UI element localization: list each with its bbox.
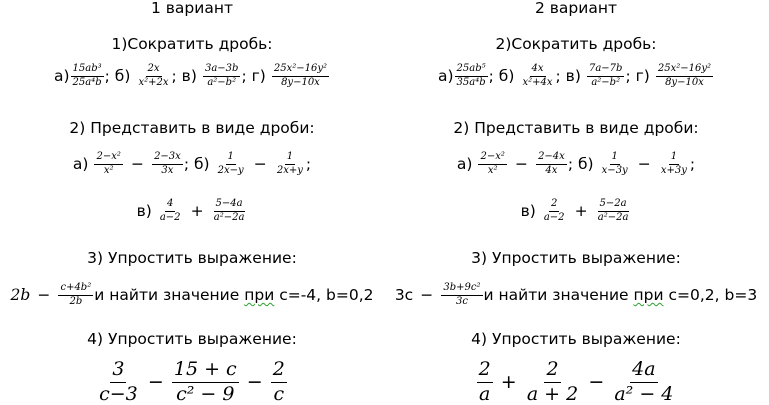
separator: ; б) bbox=[104, 67, 131, 85]
numerator: 15 + c bbox=[172, 360, 239, 383]
item-label-a: а) bbox=[456, 155, 473, 173]
denominator: 35a⁴b bbox=[456, 76, 486, 88]
denominator: 3c bbox=[455, 295, 468, 307]
denominator: 8y−10x bbox=[665, 76, 704, 88]
numerator: 4a bbox=[630, 360, 657, 383]
separator: ; bbox=[305, 155, 312, 173]
condition-text: и найти значение bbox=[483, 286, 634, 304]
task-2-expressions-ab bbox=[0, 152, 384, 176]
numerator: 2−x² bbox=[94, 152, 122, 165]
fraction bbox=[477, 360, 493, 405]
fraction bbox=[158, 199, 183, 223]
separator: ; б) bbox=[567, 155, 594, 173]
fraction bbox=[58, 283, 93, 307]
item-label-v: в) bbox=[520, 202, 536, 220]
fraction bbox=[272, 64, 329, 88]
task-4-heading: 4) Упростить выражение: bbox=[471, 330, 681, 348]
fraction bbox=[271, 360, 287, 405]
numerator: 1 bbox=[610, 152, 620, 165]
numerator: 2 bbox=[549, 199, 559, 212]
fraction bbox=[656, 64, 713, 88]
numerator: 5−4a bbox=[214, 199, 245, 212]
minus-sign: − bbox=[253, 155, 267, 173]
numerator: 25ab⁵ bbox=[455, 64, 488, 77]
fraction bbox=[525, 360, 580, 405]
numerator: 2−x² bbox=[478, 152, 506, 165]
condition-values: с=0,2, b=3 bbox=[663, 286, 758, 304]
task-3-heading: 3) Упростить выражение: bbox=[471, 249, 681, 267]
task-4-expression bbox=[0, 360, 384, 405]
plus-sign: + bbox=[500, 371, 517, 394]
item-label-a: а) bbox=[72, 155, 89, 173]
numerator: 1 bbox=[285, 152, 295, 165]
task-2-heading: 2) Представить в виде дроби: bbox=[453, 119, 699, 137]
fraction bbox=[659, 152, 689, 176]
minus-sign: − bbox=[130, 155, 144, 173]
numerator: 3a−3b bbox=[203, 64, 240, 77]
task-3-heading: 3) Упростить выражение: bbox=[87, 249, 297, 267]
item-label-v: в) bbox=[136, 202, 152, 220]
denominator: 25a⁴b bbox=[72, 76, 102, 88]
task-1-heading: 2)Сократить дробь: bbox=[495, 35, 657, 53]
numerator: 2−3x bbox=[152, 152, 183, 165]
numerator: 25x²−16y² bbox=[656, 64, 713, 77]
separator: ; г) bbox=[625, 67, 650, 85]
plus-sign: + bbox=[190, 202, 204, 220]
denominator: x² bbox=[487, 164, 498, 176]
denominator: 4x bbox=[545, 164, 558, 176]
fraction bbox=[596, 199, 631, 223]
separator: ; б) bbox=[488, 67, 515, 85]
numerator: 15ab³ bbox=[71, 64, 104, 77]
denominator: c bbox=[273, 382, 285, 405]
task-3-condition bbox=[94, 285, 373, 305]
denominator: 8y−10x bbox=[281, 76, 320, 88]
fraction bbox=[455, 64, 488, 88]
plus-sign: + bbox=[574, 202, 588, 220]
task-2-expression-c bbox=[384, 199, 768, 223]
denominator: a + 2 bbox=[526, 382, 579, 405]
denominator: x−3y bbox=[601, 164, 628, 176]
task-4-expression bbox=[384, 360, 768, 405]
separator: ; bbox=[689, 155, 696, 173]
denominator: 2b bbox=[69, 295, 83, 307]
denominator: a−2 bbox=[543, 211, 565, 223]
denominator: a−2 bbox=[159, 211, 181, 223]
minus-sign: − bbox=[588, 371, 605, 394]
task-3-condition bbox=[484, 285, 758, 305]
denominator: a² − 4 bbox=[614, 382, 674, 405]
fraction bbox=[478, 152, 506, 176]
fraction bbox=[600, 152, 630, 176]
separator: ; в) bbox=[555, 67, 581, 85]
fraction bbox=[542, 199, 567, 223]
fraction bbox=[216, 152, 246, 176]
variant-title: 2 вариант bbox=[535, 0, 617, 17]
numerator: 1 bbox=[669, 152, 679, 165]
minus-sign: − bbox=[637, 155, 651, 173]
denominator: a bbox=[478, 382, 491, 405]
variant-title: 1 вариант bbox=[151, 0, 233, 17]
fraction bbox=[612, 360, 675, 405]
fraction bbox=[203, 64, 240, 88]
minus-sign: − bbox=[246, 371, 263, 394]
numerator: 2x bbox=[146, 64, 162, 77]
item-label-a: а) bbox=[53, 67, 70, 85]
numerator: 3 bbox=[110, 360, 126, 383]
denominator: a²−2a bbox=[597, 211, 629, 223]
minus-sign: − bbox=[37, 286, 51, 304]
task-4-heading: 4) Упростить выражение: bbox=[87, 330, 297, 348]
minus-sign: − bbox=[147, 371, 164, 394]
denominator: 2x−y bbox=[217, 164, 244, 176]
fraction bbox=[152, 152, 183, 176]
numerator: 2 bbox=[544, 360, 560, 383]
task-1-expressions bbox=[384, 64, 768, 88]
item-label-a: а) bbox=[437, 67, 454, 85]
numerator: 25x²−16y² bbox=[272, 64, 329, 77]
fraction bbox=[71, 64, 104, 88]
spellcheck-word: при bbox=[244, 286, 275, 304]
numerator: 3b+9c² bbox=[441, 283, 482, 296]
minus-sign: − bbox=[420, 286, 434, 304]
fraction bbox=[441, 283, 482, 307]
denominator: 2x+y bbox=[276, 164, 303, 176]
denominator: x+3y bbox=[660, 164, 687, 176]
task-1-expressions bbox=[0, 64, 384, 88]
term: 2b bbox=[10, 286, 31, 304]
numerator: 4x bbox=[530, 64, 546, 77]
denominator: x² bbox=[103, 164, 114, 176]
fraction bbox=[587, 64, 624, 88]
denominator: a²−2a bbox=[213, 211, 245, 223]
task-2-expressions-ab bbox=[384, 152, 768, 176]
denominator: x²+2x bbox=[138, 76, 169, 88]
task-3-expression bbox=[384, 283, 768, 307]
numerator: 1 bbox=[226, 152, 236, 165]
condition-values: с=-4, b=0,2 bbox=[274, 286, 374, 304]
numerator: 2 bbox=[477, 360, 493, 383]
denominator: a²−b² bbox=[207, 76, 237, 88]
spellcheck-word: при bbox=[633, 286, 664, 304]
task-2-expression-c bbox=[0, 199, 384, 223]
denominator: c−3 bbox=[99, 382, 138, 405]
task-3-expression bbox=[0, 283, 384, 307]
fraction bbox=[97, 360, 140, 405]
separator: ; в) bbox=[171, 67, 197, 85]
variant-1-column bbox=[0, 0, 384, 404]
separator: ; г) bbox=[241, 67, 266, 85]
task-2-heading: 2) Представить в виде дроби: bbox=[69, 119, 315, 137]
numerator: 5−2a bbox=[598, 199, 629, 212]
condition-text: и найти значение bbox=[94, 286, 245, 304]
denominator: c² − 9 bbox=[176, 382, 235, 405]
numerator: c+4b² bbox=[58, 283, 93, 296]
denominator: 3x bbox=[161, 164, 174, 176]
variant-2-column bbox=[384, 0, 768, 404]
separator: ; б) bbox=[183, 155, 210, 173]
numerator: 2 bbox=[271, 360, 287, 383]
fraction bbox=[94, 152, 122, 176]
fraction bbox=[521, 64, 555, 88]
task-1-heading: 1)Сократить дробь: bbox=[111, 35, 273, 53]
numerator: 7a−7b bbox=[587, 64, 624, 77]
fraction bbox=[172, 360, 239, 405]
numerator: 4 bbox=[165, 199, 175, 212]
denominator: x²+4x bbox=[522, 76, 553, 88]
fraction bbox=[137, 64, 171, 88]
minus-sign: − bbox=[514, 155, 528, 173]
fraction bbox=[275, 152, 305, 176]
fraction bbox=[536, 152, 567, 176]
fraction bbox=[212, 199, 247, 223]
numerator: 2−4x bbox=[536, 152, 567, 165]
term: 3с bbox=[394, 286, 414, 304]
denominator: a²−b² bbox=[591, 76, 621, 88]
